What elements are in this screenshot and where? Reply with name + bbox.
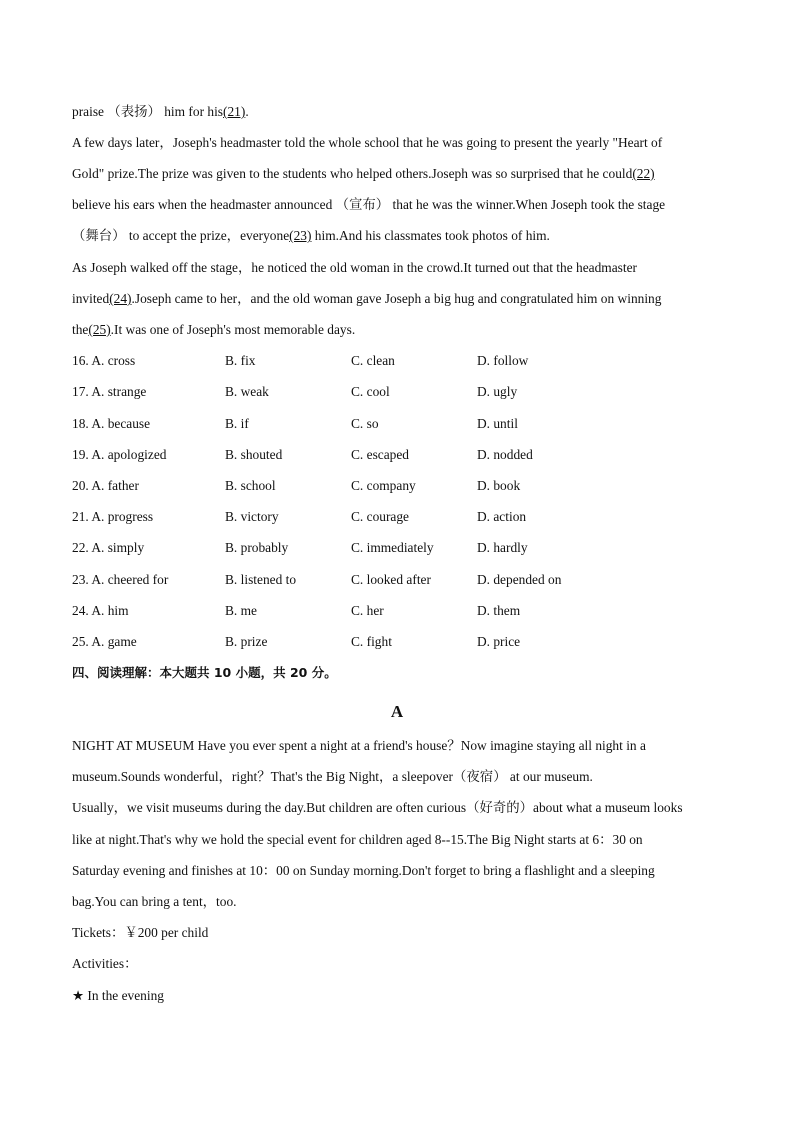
passage-line-4: believe his ears when the headmaster announced （宣布） that he was the winner.When Joseph took the stage (72, 197, 666, 212)
option-d: D. nodded (477, 447, 533, 462)
option-d: D. action (477, 509, 527, 524)
text-span: .Joseph came to her，and the old woman gave Joseph a big hug and congratulated him on winning (131, 291, 662, 306)
option-c: C. clean (351, 353, 395, 368)
blank-25: (25) (88, 322, 111, 337)
reading-line-3: Usually，we visit museums during the day.But children are often curious（好奇的）about what a museum looks (72, 800, 683, 815)
text-span: him.And his classmates took photos of him. (311, 228, 550, 243)
option-b: B. probably (225, 540, 289, 555)
blank-21: (21) (223, 104, 246, 119)
option-a: 20. A. father (72, 478, 139, 493)
reading-line-6: bag.You can bring a tent，too. (72, 894, 237, 909)
reading-line-2: museum.Sounds wonderful，right？That's the Big Night，a sleepover（夜宿） at our museum. (72, 769, 593, 784)
text-span: invited (72, 291, 110, 306)
option-a: 22. A. simply (72, 540, 145, 555)
option-a: 21. A. progress (72, 509, 154, 524)
text-span: the (72, 322, 89, 337)
passage-letter-heading: A (390, 702, 404, 721)
option-b: B. weak (225, 384, 269, 399)
tickets-line: Tickets：￥200 per child (72, 925, 209, 940)
option-d: D. price (477, 634, 521, 649)
blank-24: (24) (109, 291, 132, 306)
evening-item (72, 988, 164, 1004)
option-a: 19. A. apologized (72, 447, 167, 462)
option-c: C. so (351, 416, 379, 431)
blank-22: (22) (632, 166, 655, 181)
star-icon: ★ (72, 988, 85, 1003)
option-c: C. immediately (351, 540, 434, 555)
activities-heading: Activities： (72, 956, 138, 971)
passage-line-8 (72, 322, 355, 338)
option-c: C. courage (351, 509, 410, 524)
option-a: 25. A. game (72, 634, 137, 649)
option-d: D. until (477, 416, 518, 431)
option-c: C. fight (351, 634, 392, 649)
passage-line-3 (72, 166, 655, 182)
passage-line-5 (72, 228, 550, 244)
reading-line-1: NIGHT AT MUSEUM Have you ever spent a night at a friend's house？Now imagine staying all night in a (72, 738, 646, 753)
option-d: D. depended on (477, 572, 562, 587)
option-a: 16. A. cross (72, 353, 136, 368)
section-heading: 四、阅读理解：本大题共 10 小题，共 20 分。 (72, 665, 337, 680)
option-b: B. school (225, 478, 276, 493)
option-d: D. follow (477, 353, 529, 368)
option-a: 18. A. because (72, 416, 151, 431)
option-b: B. fix (225, 353, 256, 368)
option-c: C. escaped (351, 447, 410, 462)
option-b: B. shouted (225, 447, 283, 462)
option-c: C. company (351, 478, 416, 493)
option-c: C. cool (351, 384, 390, 399)
text-span: . (245, 104, 249, 119)
text-span: praise （表扬） him for his (72, 104, 223, 119)
option-d: D. hardly (477, 540, 528, 555)
option-c: C. her (351, 603, 384, 618)
option-b: B. me (225, 603, 257, 618)
reading-line-4: like at night.That's why we hold the special event for children aged 8--15.The Big Night starts at 6：30 on (72, 832, 643, 847)
text-span: In the evening (84, 988, 164, 1003)
option-d: D. book (477, 478, 521, 493)
blank-23: (23) (289, 228, 312, 243)
reading-line-5: Saturday evening and finishes at 10：00 on Sunday morning.Don't forget to bring a flashlight and a sleeping (72, 863, 655, 878)
option-d: D. ugly (477, 384, 518, 399)
passage-line-7 (72, 291, 661, 307)
option-d: D. them (477, 603, 521, 618)
passage-line-6: As Joseph walked off the stage，he noticed the old woman in the crowd.It turned out that the headmaster (72, 260, 637, 275)
option-c: C. looked after (351, 572, 431, 587)
passage-line-2: A few days later，Joseph's headmaster told the whole school that he was going to present the yearly "Heart of (72, 135, 663, 150)
text-span: .It was one of Joseph's most memorable days. (110, 322, 356, 337)
option-b: B. victory (225, 509, 279, 524)
option-a: 23. A. cheered for (72, 572, 169, 587)
option-a: 24. A. him (72, 603, 129, 618)
option-b: B. prize (225, 634, 268, 649)
passage-line-1 (72, 104, 249, 120)
option-a: 17. A. strange (72, 384, 147, 399)
option-b: B. listened to (225, 572, 297, 587)
option-b: B. if (225, 416, 249, 431)
text-span: （舞台） to accept the prize，everyone (72, 228, 290, 243)
text-span: Gold" prize.The prize was given to the students who helped others.Joseph was so surprised that he could (72, 166, 633, 181)
